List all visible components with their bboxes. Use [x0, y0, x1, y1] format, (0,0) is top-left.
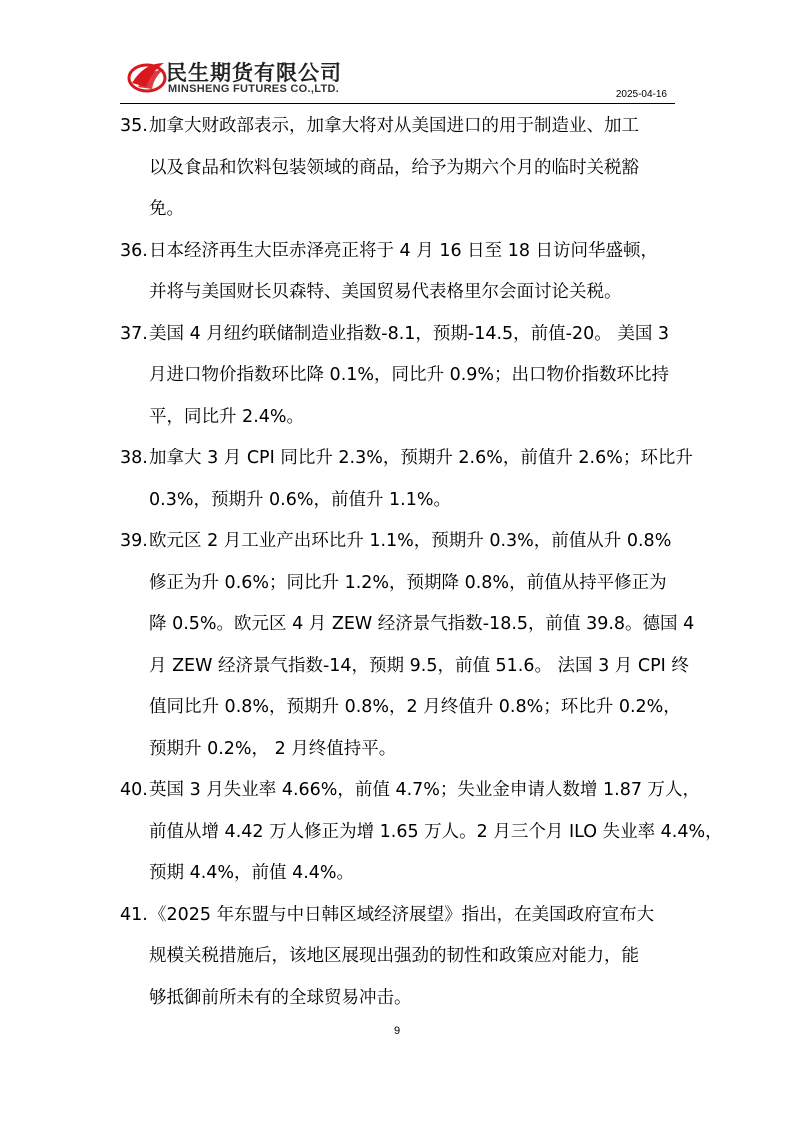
news-item-39	[120, 521, 695, 770]
news-line: 预期 4.4%，前值 4.4%。	[149, 863, 355, 883]
news-line: 前值从增 4.42 万人修正为增 1.65 万人。2 月三个月 ILO 失业率 4.4%，	[149, 821, 723, 842]
news-line: 修正为升 0.6%；同比升 1.2%，预期降 0.8%，前值从持平修正为	[149, 572, 667, 593]
news-line	[120, 314, 680, 356]
company-name-en: MINSHENG FUTURES CO.,LTD.	[168, 83, 340, 95]
minsheng-logo-icon	[126, 57, 168, 95]
news-line: 平，同比升 2.4%。	[149, 406, 305, 427]
item-number: 40.	[120, 780, 148, 800]
item-number: 39.	[120, 531, 148, 551]
news-list	[120, 106, 723, 1019]
news-line	[120, 770, 701, 812]
news-line	[120, 895, 680, 937]
news-line: 降 0.5%。欧元区 4 月 ZEW 经济景气指数-18.5，前值 39.8。德国 4	[149, 614, 695, 634]
news-line: 月 ZEW 经济景气指数-14，预期 9.5，前值 51.6。 法国 3 月 CPI 终	[149, 655, 689, 676]
news-item-38	[120, 438, 693, 521]
news-line	[120, 231, 680, 273]
report-date: 2025-04-16	[615, 89, 667, 100]
news-item-40	[120, 770, 723, 895]
news-line: 月进口物价指数环比降 0.1%，同比升 0.9%；出口物价指数环比持	[149, 365, 670, 385]
news-line: 以及食品和饮料包装领域的商品，给予为期六个月的临时关税豁	[149, 157, 639, 178]
news-line: 免。	[149, 199, 184, 219]
news-line: 并将与美国财长贝森特、美国贸易代表格里尔会面讨论关税。	[149, 282, 622, 302]
item-text: 日本经济再生大臣赤泽亮正将于 4 月 16 日至 18 日访问华盛顿，	[149, 240, 659, 261]
news-line	[120, 438, 693, 480]
company-name-cn: 民生期货有限公司	[166, 61, 342, 85]
item-number: 37.	[120, 323, 148, 344]
news-line: 0.3%，预期升 0.6%，前值升 1.1%。	[149, 489, 452, 510]
news-line: 预期升 0.2%， 2 月终值持平。	[149, 738, 397, 759]
news-item-35	[120, 106, 680, 231]
item-text: 欧元区 2 月工业产出环比升 1.1%，预期升 0.3%，前值从升 0.8%	[149, 531, 672, 551]
page-number: 9	[393, 1025, 401, 1037]
news-item-36	[120, 231, 680, 314]
news-line: 够抵御前所未有的全球贸易冲击。	[149, 987, 412, 1008]
item-text: 英国 3 月失业率 4.66%，前值 4.7%；失业金申请人数增 1.87 万人，	[149, 780, 701, 800]
item-text: 加拿大财政部表示，加拿大将对从美国进口的用于制造业、加工	[149, 116, 639, 136]
item-number: 41.	[120, 904, 148, 925]
news-line	[120, 521, 680, 563]
news-line	[120, 106, 680, 148]
item-text: 加拿大 3 月 CPI 同比升 2.3%，预期升 2.6%，前值升 2.6%；环比升	[149, 448, 693, 468]
item-number: 36.	[120, 240, 148, 261]
news-item-37	[120, 314, 680, 439]
item-text: 美国 4 月纽约联储制造业指数-8.1，预期-14.5，前值-20。 美国 3	[149, 323, 670, 344]
page-header	[120, 55, 675, 104]
news-line: 规模关税措施后，该地区展现出强劲的韧性和政策应对能力，能	[149, 946, 639, 966]
item-text: 《2025 年东盟与中日韩区域经济展望》指出，在美国政府宣布大	[149, 904, 655, 925]
item-number: 38.	[120, 448, 148, 468]
news-line: 值同比升 0.8%，预期升 0.8%，2 月终值升 0.8%；环比升 0.2%，	[149, 697, 681, 717]
news-item-41	[120, 895, 680, 1020]
item-number: 35.	[120, 116, 148, 136]
